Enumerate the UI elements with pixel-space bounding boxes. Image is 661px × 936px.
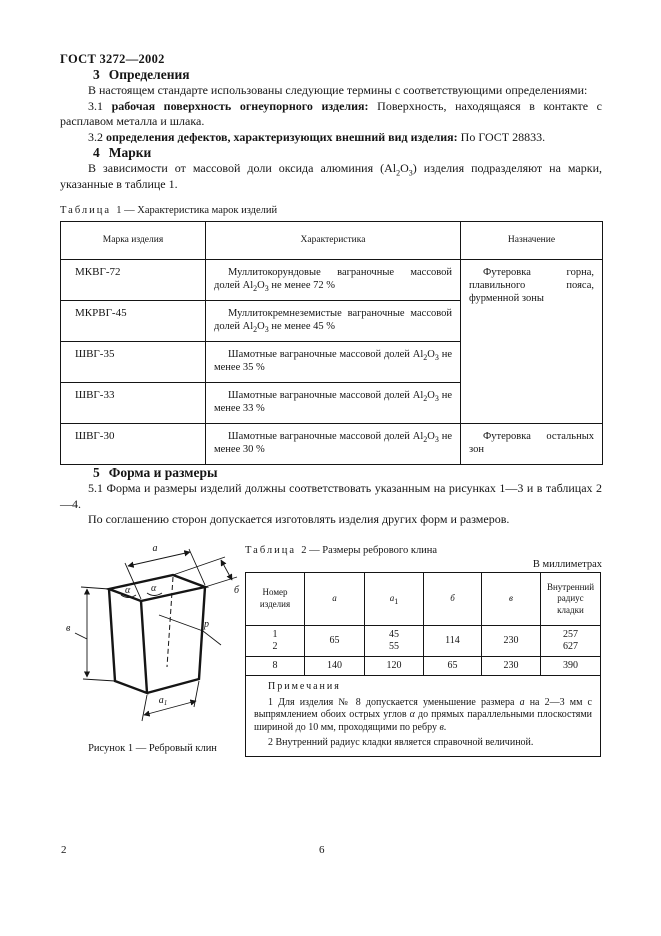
- size-b-cell: 114: [424, 626, 482, 657]
- dimension-label-r: р: [204, 618, 209, 630]
- mark-cell: МКВГ-72: [61, 260, 206, 301]
- note-2: 2 Внутренний радиус кладки является справочной величиной.: [268, 737, 534, 748]
- al2o3-formula: $Al_2O_3$: [242, 280, 269, 294]
- al2o3-formula: $Al_2O_3$: [242, 321, 269, 335]
- size-v-cell: 230: [482, 657, 541, 676]
- term-definition-3-2: [60, 130, 602, 146]
- section-5-paragraph-2: По соглашению сторон допускается изготовлять изделия других форм и размеров.: [88, 512, 510, 526]
- section-3-heading: [60, 67, 602, 83]
- radius-cell: 257 627: [541, 626, 601, 657]
- section-4-number: 4: [93, 145, 100, 160]
- notes-heading: Примечания: [268, 681, 341, 692]
- table-2-caption: Таблица 2 — Размеры ребрового клина: [245, 544, 438, 556]
- table-row: [246, 626, 601, 657]
- section-5-number: 5: [93, 465, 100, 480]
- size-v-cell: 230: [482, 626, 541, 657]
- term-3-2-number: 3.2: [88, 129, 103, 144]
- term-3-1-name: рабочая поверхность огнеупорного изделия:: [111, 98, 369, 113]
- wedge-left-face: [109, 589, 147, 693]
- table-2-units: В миллиметрах: [532, 558, 602, 570]
- page-number-center: 6: [319, 844, 325, 856]
- table-row: [246, 657, 601, 676]
- size-b-cell: 65: [424, 657, 482, 676]
- item-number-cell: 8: [246, 657, 305, 676]
- characteristic-cell: Муллитокремнеземистые ваграночные массовой долей $Al_2O_3$ не менее 45 %: [206, 301, 461, 342]
- section-4-intro: В зависимости от массовой доли оксида алюминия $(Al_2O_3)$ изделия подразделяют на марки, указанные в таблице 1.: [60, 161, 602, 191]
- table-1-header-purpose: Назначение: [461, 222, 603, 260]
- al2o3-formula: $Al_2O_3$: [384, 161, 413, 178]
- table-2-notes-row: [246, 676, 601, 757]
- dim-v-leader: [75, 633, 87, 639]
- section-3-title: Определения: [108, 67, 190, 82]
- table-2-header-radius: Внутренний радиус кладки: [541, 572, 601, 626]
- table-2-notes-cell: [246, 676, 601, 757]
- table-row: [61, 424, 603, 465]
- angle-label-alpha-2: α: [151, 582, 157, 594]
- page-number-left: 2: [61, 844, 67, 856]
- wedge-drawing: [63, 537, 245, 735]
- term-3-1-number: 3.1: [88, 98, 103, 113]
- table-1-header-characteristic: Характеристика: [206, 222, 461, 260]
- term-3-2-definition: По ГОСТ 28833.: [460, 129, 546, 144]
- dimension-label-a1: $a_1$: [158, 694, 168, 707]
- figure-1-caption: Рисунок 1 — Ребровый клин: [88, 742, 217, 754]
- table-2-block: [245, 537, 602, 757]
- size-a-cell: 65: [305, 626, 365, 657]
- section-3-number: 3: [93, 67, 100, 82]
- section-3-intro: В настоящем стандарте использованы следующие термины с соответствующими определениями:: [88, 83, 588, 97]
- purpose-cell-bottom: Футеровка остальных зон: [461, 424, 603, 465]
- size-a-cell: 140: [305, 657, 365, 676]
- characteristic-cell: Шамотные ваграночные массовой долей $Al_2O_3$ не менее 33 %: [206, 383, 461, 424]
- term-3-2-name: определения дефектов, характеризующих внешний вид изделия:: [106, 129, 458, 144]
- characteristic-cell: Шамотные ваграночные массовой долей $Al_2O_3$ не менее 35 %: [206, 342, 461, 383]
- al2o3-formula: $Al_2O_3$: [412, 431, 439, 445]
- section-4-title: Марки: [108, 145, 152, 160]
- table-1-caption: Таблица 1 — Характеристика марок изделий: [60, 205, 278, 216]
- table-2-header-a1: $a_1$: [365, 572, 424, 626]
- leader-r-line: [159, 615, 221, 645]
- table-2-header-v: в: [482, 572, 541, 626]
- mark-cell: ШВГ-30: [61, 424, 206, 465]
- figure-1: [60, 537, 245, 757]
- table-2-header-b: б: [424, 572, 482, 626]
- table-1-header-mark: Марка изделия: [61, 222, 206, 260]
- wedge-hidden-edge: [167, 577, 173, 667]
- mark-cell: МКРВГ-45: [61, 301, 206, 342]
- table-1-marks: [60, 221, 603, 465]
- section-5-paragraph-1: 5.1 Форма и размеры изделий должны соответствовать указанным на рисунках 1—3 и в таблицах 2—4.: [60, 481, 602, 511]
- table-row: [61, 260, 603, 301]
- table-2-header-row: [246, 572, 601, 626]
- mark-cell: ШВГ-33: [61, 383, 206, 424]
- al2o3-formula: $Al_2O_3$: [412, 349, 439, 363]
- table-2-header-number: Номер изделия: [246, 572, 305, 626]
- section-5-heading: [60, 465, 602, 481]
- dim-a-line: [128, 552, 190, 566]
- section-4-heading: [60, 145, 602, 161]
- dimension-label-b: б: [234, 584, 240, 596]
- angle-label-alpha-1: α: [125, 584, 131, 596]
- al2o3-formula: $Al_2O_3$: [412, 390, 439, 404]
- size-a1-cell: 45 55: [365, 626, 424, 657]
- table-1-header-row: [61, 222, 603, 260]
- note-1: 1 Для изделия № 8 допускается уменьшение размера a на 2—3 мм с выпрямлением обоих острых углов α до прямых параллельными плоскостями шириной до 10 мм, проходящими по ребру в.: [254, 696, 593, 733]
- dim-a1-line: [144, 701, 196, 715]
- doc-number: ГОСТ 3272—2002: [60, 52, 165, 66]
- item-number-cell: 1 2: [246, 626, 305, 657]
- term-definition-3-1: [60, 99, 602, 130]
- radius-cell: 390: [541, 657, 601, 676]
- characteristic-cell: Шамотные ваграночные массовой долей $Al_2O_3$ не менее 30 %: [206, 424, 461, 465]
- purpose-cell-top: Футеровка горна, плавильного пояса, фурменной зоны: [461, 260, 603, 424]
- table-2-header-a: a: [305, 572, 365, 626]
- term-3-1-definition: Поверхность, находящаяся в контакте с расплавом металла и шлака.: [60, 98, 603, 128]
- dim-a-extensions: [125, 549, 205, 599]
- characteristic-cell: Муллитокорундовые ваграночные массовой долей $Al_2O_3$ не менее 72 %: [206, 260, 461, 301]
- wedge-right-edges: [147, 587, 205, 693]
- dimension-label-v: в: [66, 622, 71, 634]
- size-a1-cell: 120: [365, 657, 424, 676]
- section-5-title: Форма и размеры: [108, 465, 218, 480]
- dim-b-line: [221, 560, 232, 580]
- table-2-sizes: [245, 572, 601, 757]
- dimension-label-a: a: [152, 542, 158, 554]
- mark-cell: ШВГ-35: [61, 342, 206, 383]
- wedge-top-face: [109, 575, 205, 601]
